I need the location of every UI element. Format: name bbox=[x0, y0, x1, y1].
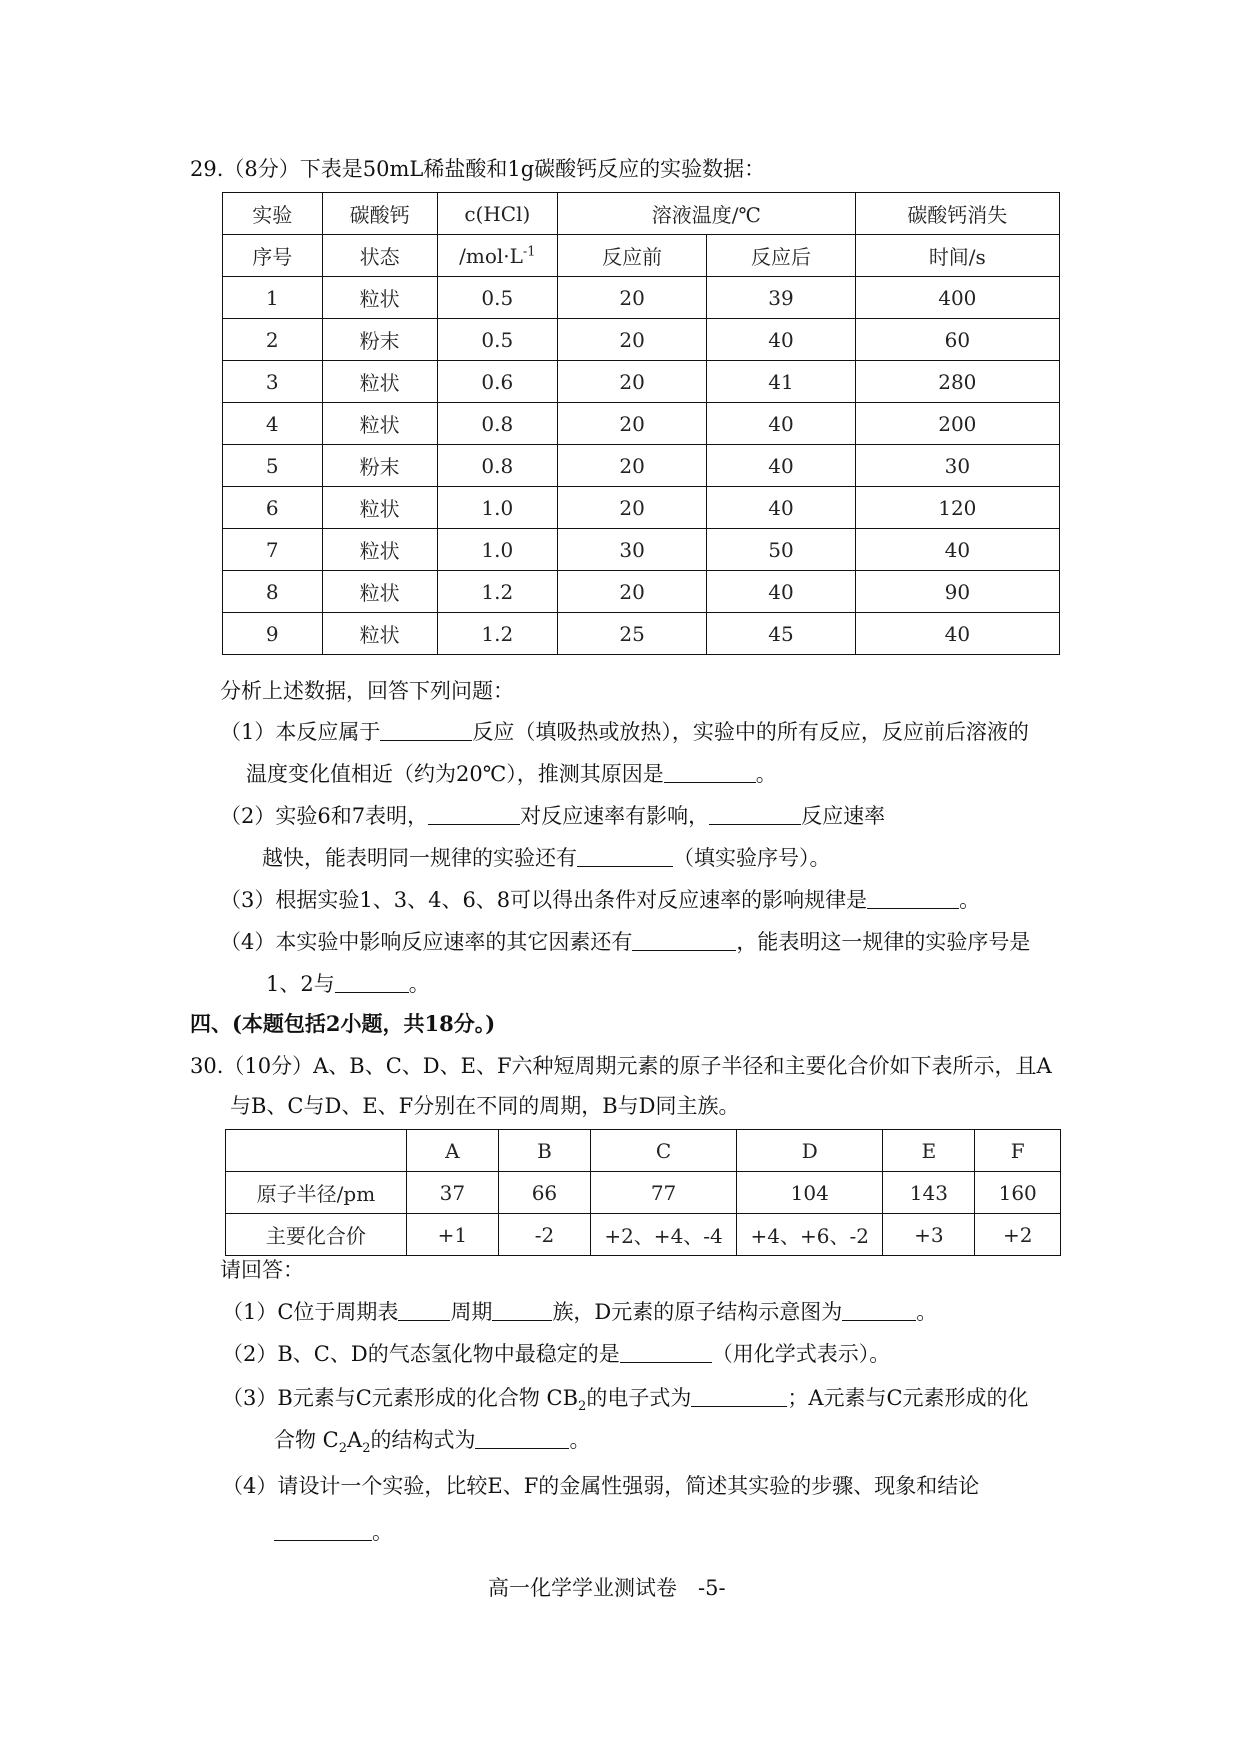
table-cell: 30 bbox=[855, 445, 1059, 487]
table-cell: 1.2 bbox=[437, 613, 557, 655]
table-cell: 45 bbox=[707, 613, 855, 655]
table-cell: 1.2 bbox=[437, 571, 557, 613]
answer-blank[interactable] bbox=[842, 1300, 916, 1321]
table-cell: 25 bbox=[557, 613, 706, 655]
table-cell: 粉末 bbox=[322, 445, 437, 487]
answer-blank[interactable] bbox=[577, 846, 673, 867]
q30-p3d-sub2: 2 bbox=[362, 1441, 371, 1457]
answer-blank[interactable] bbox=[428, 804, 520, 825]
q30-p1d: 。 bbox=[916, 1300, 938, 1324]
element-col-header: B bbox=[498, 1130, 590, 1172]
q30-header-line1: 30.（10分）A、B、C、D、E、F六种短周期元素的原子半径和主要化合价如下表所示，且A bbox=[190, 1054, 1052, 1078]
table-cell: 1.0 bbox=[437, 529, 557, 571]
table-row bbox=[223, 403, 1060, 445]
q29-p1c: 温度变化值相近（约为20℃），推测其原因是 bbox=[246, 762, 664, 786]
table-cell: 40 bbox=[707, 319, 855, 361]
q30-element-table bbox=[225, 1129, 1061, 1256]
row-label-valence: 主要化合价 bbox=[226, 1214, 407, 1256]
q30-p2b: （用化学式表示）。 bbox=[711, 1342, 891, 1366]
radius-cell: 66 bbox=[498, 1172, 590, 1214]
answer-blank[interactable] bbox=[475, 1428, 569, 1449]
table-row bbox=[223, 361, 1060, 403]
table-cell: 粒状 bbox=[322, 361, 437, 403]
q30-p4b: 。 bbox=[372, 1520, 393, 1544]
q29-p2a: （2）实验6和7表明， bbox=[220, 804, 429, 828]
page-footer: 高一化学学业测试卷 -5- bbox=[488, 1576, 726, 1600]
q29-p1d: 。 bbox=[755, 762, 777, 786]
q30-p3a-sub: 2 bbox=[578, 1399, 587, 1415]
q30-intro: 请回答： bbox=[220, 1258, 304, 1282]
element-col-header: C bbox=[590, 1130, 736, 1172]
q30-part2 bbox=[222, 1340, 890, 1368]
table-cell: 90 bbox=[855, 571, 1059, 613]
q29-p4a: （4）本实验中影响反应速率的其它因素还有 bbox=[220, 930, 633, 954]
answer-blank[interactable] bbox=[274, 1520, 372, 1541]
answer-blank[interactable] bbox=[380, 720, 472, 741]
q30-p3d-mid: A bbox=[347, 1428, 363, 1452]
q29-part1-line1 bbox=[220, 718, 1029, 746]
q29-p2d: 越快，能表明同一规律的实验还有 bbox=[262, 846, 577, 870]
q29-p4d: 。 bbox=[408, 972, 430, 996]
col-header-before: 反应前 bbox=[557, 235, 706, 277]
valence-cell: +3 bbox=[883, 1214, 975, 1256]
valence-cell: +2、+4、-4 bbox=[590, 1214, 736, 1256]
table-cell: 粒状 bbox=[322, 529, 437, 571]
table-cell: 20 bbox=[557, 361, 706, 403]
q30-p3f: 。 bbox=[569, 1428, 591, 1452]
table-cell: 2 bbox=[223, 319, 323, 361]
q29-part1-line2 bbox=[246, 760, 777, 788]
col-header-after: 反应后 bbox=[707, 235, 855, 277]
table-cell: 20 bbox=[557, 277, 706, 319]
table-cell: 8 bbox=[223, 571, 323, 613]
radius-cell: 143 bbox=[883, 1172, 975, 1214]
col-header-no-2: 序号 bbox=[223, 235, 323, 277]
table-cell: 30 bbox=[557, 529, 706, 571]
q30-p3c: ；A元素与C元素形成的化 bbox=[787, 1386, 1029, 1410]
valence-cell: +1 bbox=[406, 1214, 498, 1256]
q29-header: 29.（8分）下表是50mL稀盐酸和1g碳酸钙反应的实验数据： bbox=[190, 157, 766, 181]
q29-p2b: 对反应速率有影响， bbox=[520, 804, 710, 828]
answer-blank[interactable] bbox=[620, 1342, 712, 1363]
q30-part4-line1: （4）请设计一个实验，比较E、F的金属性强弱，简述其实验的步骤、现象和结论 bbox=[222, 1474, 980, 1498]
q30-part4-line2 bbox=[274, 1518, 393, 1546]
q30-part3-line2 bbox=[274, 1426, 590, 1463]
table-cell: 40 bbox=[855, 613, 1059, 655]
q29-p4b: ，能表明这一规律的实验序号是 bbox=[736, 930, 1031, 954]
answer-blank[interactable] bbox=[492, 1300, 552, 1321]
table-cell: 20 bbox=[557, 403, 706, 445]
q29-p2c: 反应速率 bbox=[801, 804, 886, 828]
q30-p2a: （2）B、C、D的气态氢化物中最稳定的是 bbox=[222, 1342, 620, 1366]
radius-cell: 77 bbox=[590, 1172, 736, 1214]
q29-part2-line2 bbox=[262, 844, 831, 872]
q29-part4-line2 bbox=[266, 970, 430, 998]
table-row bbox=[223, 613, 1060, 655]
q30-p3b: 的电子式为 bbox=[586, 1386, 692, 1410]
q29-p1b: 反应（填吸热或放热），实验中的所有反应，反应前后溶液的 bbox=[472, 720, 1029, 744]
table-cell: 粒状 bbox=[322, 487, 437, 529]
element-col-header: E bbox=[883, 1130, 975, 1172]
col-header-temp: 溶液温度/℃ bbox=[557, 193, 855, 235]
table-cell: 1 bbox=[223, 277, 323, 319]
col-header-conc-2 bbox=[437, 235, 557, 277]
col-header-state: 碳酸钙 bbox=[322, 193, 437, 235]
q30-p3d-sub1: 2 bbox=[338, 1441, 348, 1457]
answer-blank[interactable] bbox=[632, 930, 736, 951]
q29-p2e: （填实验序号）。 bbox=[673, 846, 831, 870]
q30-header-line2: 与B、C与D、E、F分别在不同的周期，B与D同主族。 bbox=[230, 1094, 740, 1118]
table-row bbox=[223, 487, 1060, 529]
q30-part3-line1 bbox=[222, 1384, 1029, 1421]
table-cell: 粉末 bbox=[322, 319, 437, 361]
q29-p3b: 。 bbox=[959, 888, 981, 912]
table-cell: 6 bbox=[223, 487, 323, 529]
table-cell: 0.8 bbox=[437, 445, 557, 487]
q30-p3e: 的结构式为 bbox=[370, 1428, 476, 1452]
table-cell: 7 bbox=[223, 529, 323, 571]
q29-p4c: 1、2与 bbox=[266, 972, 335, 996]
table-row bbox=[223, 571, 1060, 613]
table-cell: 5 bbox=[223, 445, 323, 487]
col-header-time-2: 时间/s bbox=[855, 235, 1059, 277]
table-cell: 粒状 bbox=[322, 277, 437, 319]
q29-part4-line1 bbox=[220, 928, 1030, 956]
element-col-header: A bbox=[406, 1130, 498, 1172]
q29-data-table bbox=[222, 192, 1060, 655]
table-cell: 粒状 bbox=[322, 571, 437, 613]
table-cell: 60 bbox=[855, 319, 1059, 361]
table-cell: 41 bbox=[707, 361, 855, 403]
q29-part2-line1 bbox=[220, 802, 885, 830]
q29-part3 bbox=[220, 886, 980, 914]
valence-cell: -2 bbox=[498, 1214, 590, 1256]
row-label-radius: 原子半径/pm bbox=[226, 1172, 407, 1214]
table-cell: 1.0 bbox=[437, 487, 557, 529]
col-header-state-2: 状态 bbox=[322, 235, 437, 277]
q29-p3a: （3）根据实验1、3、4、6、8可以得出条件对反应速率的影响规律是 bbox=[220, 888, 868, 912]
answer-blank[interactable] bbox=[867, 888, 959, 909]
table-cell: 20 bbox=[557, 571, 706, 613]
answer-blank[interactable] bbox=[709, 804, 801, 825]
table-cell: 20 bbox=[557, 487, 706, 529]
col-header-no: 实验 bbox=[223, 193, 323, 235]
table-cell: 4 bbox=[223, 403, 323, 445]
table-cell: 200 bbox=[855, 403, 1059, 445]
table-cell: 400 bbox=[855, 277, 1059, 319]
table-cell: 40 bbox=[707, 403, 855, 445]
conc-unit: /mol·L bbox=[459, 243, 523, 268]
col-header-time: 碳酸钙消失 bbox=[855, 193, 1059, 235]
answer-blank[interactable] bbox=[691, 1386, 787, 1407]
table-cell: 40 bbox=[707, 445, 855, 487]
radius-cell: 37 bbox=[406, 1172, 498, 1214]
valence-cell: +4、+6、-2 bbox=[737, 1214, 883, 1256]
q30-p1b: 周期 bbox=[450, 1300, 493, 1324]
answer-blank[interactable] bbox=[335, 972, 409, 993]
table-cell: 50 bbox=[707, 529, 855, 571]
table-cell: 120 bbox=[855, 487, 1059, 529]
table-row bbox=[223, 529, 1060, 571]
element-col-header: D bbox=[737, 1130, 883, 1172]
element-col-header: F bbox=[975, 1130, 1061, 1172]
table-cell: 40 bbox=[707, 571, 855, 613]
table-cell: 20 bbox=[557, 445, 706, 487]
q29-p1a: （1）本反应属于 bbox=[220, 720, 381, 744]
col-header-conc: c(HCl) bbox=[437, 193, 557, 235]
table-cell: 280 bbox=[855, 361, 1059, 403]
table-row bbox=[223, 319, 1060, 361]
table-cell: 0.8 bbox=[437, 403, 557, 445]
table-cell: 粒状 bbox=[322, 403, 437, 445]
conc-unit-sup: -1 bbox=[522, 243, 536, 259]
table-cell: 40 bbox=[855, 529, 1059, 571]
table-cell: 20 bbox=[557, 319, 706, 361]
q29-intro: 分析上述数据，回答下列问题： bbox=[220, 679, 514, 703]
table-cell: 9 bbox=[223, 613, 323, 655]
q30-part1 bbox=[222, 1298, 937, 1326]
table-cell: 39 bbox=[707, 277, 855, 319]
table-cell: 0.5 bbox=[437, 319, 557, 361]
table-cell: 40 bbox=[707, 487, 855, 529]
table-cell: 3 bbox=[223, 361, 323, 403]
section-4-heading: 四、(本题包括2小题，共18分。) bbox=[190, 1011, 496, 1036]
q30-p1c: 族，D元素的原子结构示意图为 bbox=[552, 1300, 843, 1324]
q30-p3d: 合物 C bbox=[274, 1428, 339, 1452]
table-cell: 0.5 bbox=[437, 277, 557, 319]
q30-p1a: （1）C位于周期表 bbox=[222, 1300, 399, 1324]
valence-cell: +2 bbox=[975, 1214, 1061, 1256]
corner-cell bbox=[226, 1130, 407, 1172]
radius-cell: 104 bbox=[737, 1172, 883, 1214]
answer-blank[interactable] bbox=[664, 762, 756, 783]
table-row bbox=[223, 445, 1060, 487]
answer-blank[interactable] bbox=[398, 1300, 450, 1321]
q30-p3a: （3）B元素与C元素形成的化合物 CB bbox=[222, 1386, 579, 1410]
table-cell: 粒状 bbox=[322, 613, 437, 655]
radius-cell: 160 bbox=[975, 1172, 1061, 1214]
table-cell: 0.6 bbox=[437, 361, 557, 403]
table-row bbox=[223, 277, 1060, 319]
